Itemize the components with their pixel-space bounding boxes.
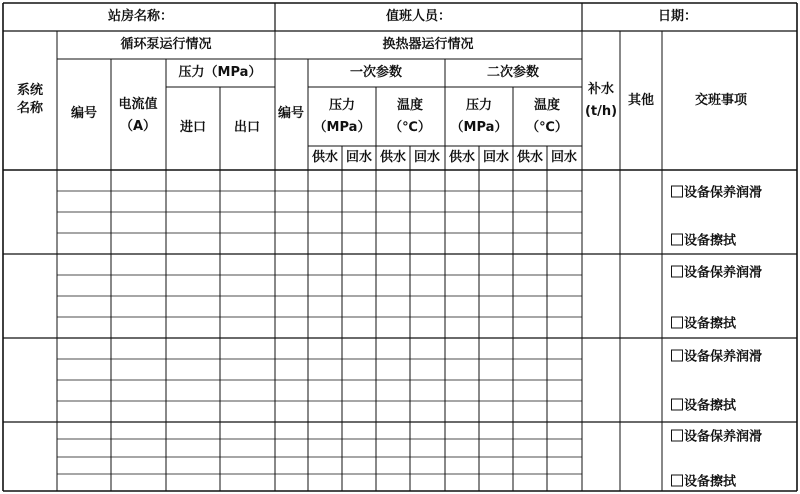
wiping-checkbox-1[interactable]: 设备擦拭 — [671, 230, 736, 249]
t2-return-header: 回水 — [550, 150, 578, 165]
primary-params-header: 一次参数 — [349, 65, 403, 80]
inlet-header: 进口 — [179, 120, 207, 135]
lubrication-checkbox-1[interactable]: 设备保养润滑 — [671, 182, 762, 201]
p2-return-header: 回水 — [482, 150, 510, 165]
pump-number-header: 编号 — [70, 106, 98, 121]
t1-supply-header: 供水 — [379, 150, 407, 165]
p2-supply-header: 供水 — [448, 150, 476, 165]
current-unit: （A） — [119, 119, 157, 134]
staff-label: 值班人员： — [386, 9, 452, 24]
checkbox-icon[interactable] — [671, 234, 683, 246]
system-name-header: 系统名称 — [16, 83, 43, 116]
current-header: 电流值 — [118, 97, 158, 112]
lubrication-checkbox-3[interactable]: 设备保养润滑 — [671, 346, 762, 365]
p1-return-header: 回水 — [345, 150, 373, 165]
t1-return-header: 回水 — [413, 150, 441, 165]
checkbox-icon[interactable] — [671, 266, 683, 278]
checkbox-icon[interactable] — [671, 430, 683, 442]
primary-temp-unit: （℃） — [389, 120, 431, 135]
secondary-pressure-unit: （MPa） — [450, 120, 508, 135]
station-name-label: 站房名称： — [108, 9, 174, 24]
wiping-checkbox-2[interactable]: 设备擦拭 — [671, 313, 736, 332]
makeup-water-unit: (t/h) — [584, 104, 618, 119]
makeup-water-header: 补水 — [587, 82, 615, 97]
handover-header: 交班事项 — [694, 93, 748, 108]
lubrication-checkbox-4[interactable]: 设备保养润滑 — [671, 426, 762, 445]
secondary-temp-unit: （℃） — [526, 120, 568, 135]
primary-pressure-header: 压力 — [328, 98, 356, 113]
wiping-checkbox-4[interactable]: 设备擦拭 — [671, 471, 736, 490]
primary-pressure-unit: （MPa） — [313, 120, 371, 135]
secondary-params-header: 二次参数 — [486, 65, 540, 80]
exchanger-section-header: 换热器运行情况 — [382, 37, 474, 52]
t2-supply-header: 供水 — [516, 150, 544, 165]
secondary-pressure-header: 压力 — [465, 98, 493, 113]
exchanger-number-header: 编号 — [277, 106, 305, 121]
wiping-checkbox-3[interactable]: 设备擦拭 — [671, 395, 736, 414]
checkbox-icon[interactable] — [671, 399, 683, 411]
checkbox-icon[interactable] — [671, 350, 683, 362]
primary-temp-header: 温度 — [396, 98, 424, 113]
checkbox-icon[interactable] — [671, 317, 683, 329]
outlet-header: 出口 — [233, 120, 261, 135]
checkbox-icon[interactable] — [671, 475, 683, 487]
other-header: 其他 — [627, 93, 655, 108]
secondary-temp-header: 温度 — [533, 98, 561, 113]
checkbox-icon[interactable] — [671, 186, 683, 198]
lubrication-checkbox-2[interactable]: 设备保养润滑 — [671, 262, 762, 281]
p1-supply-header: 供水 — [311, 150, 339, 165]
pump-pressure-header: 压力（MPa） — [178, 65, 262, 80]
date-label: 日期： — [658, 9, 698, 24]
pump-section-header: 循环泵运行情况 — [120, 37, 212, 52]
